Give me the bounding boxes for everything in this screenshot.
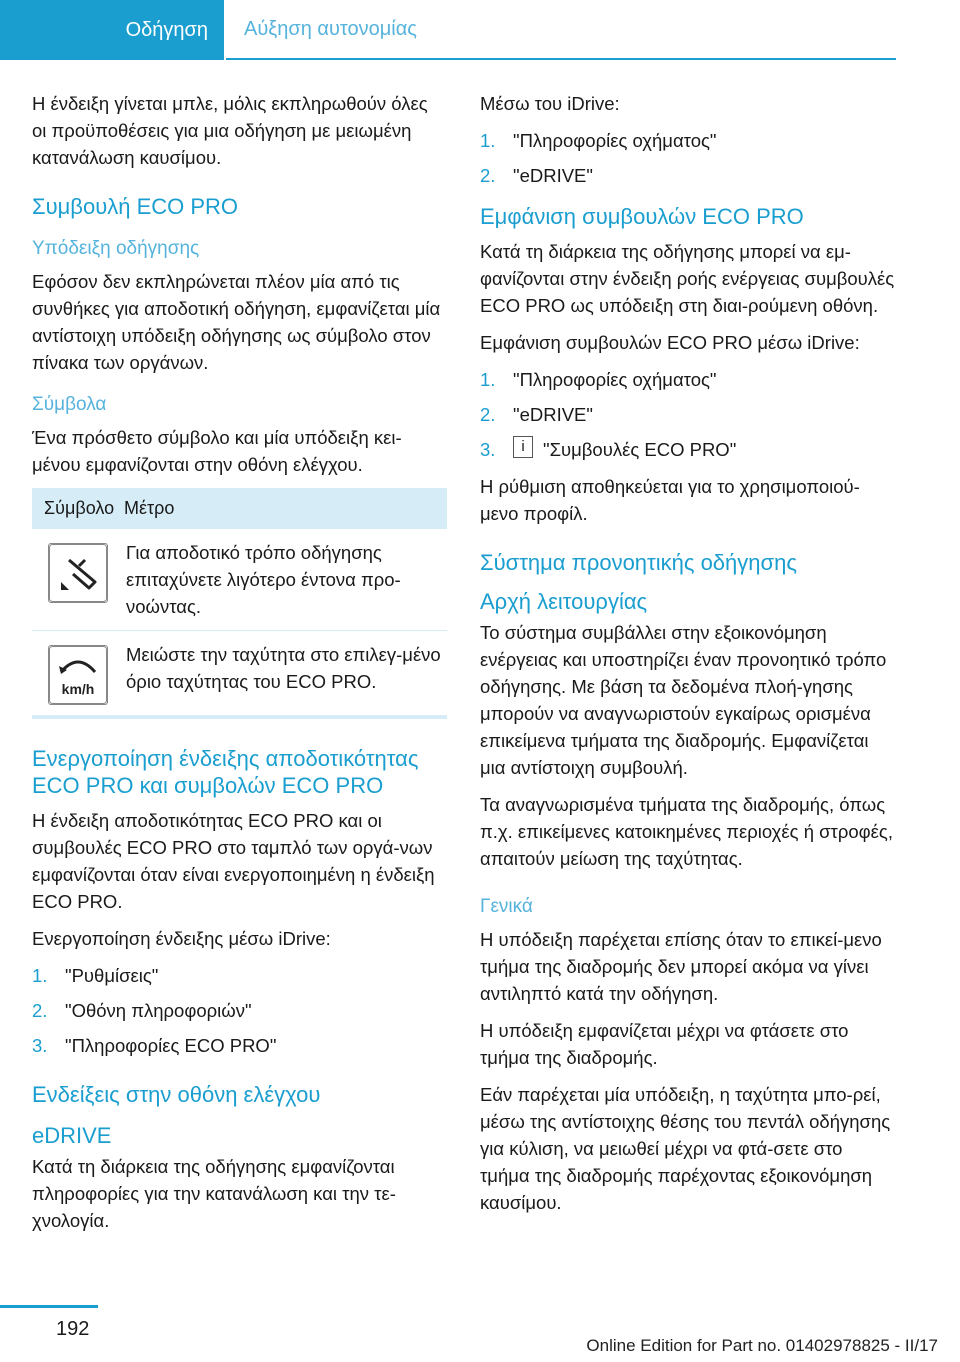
paragraph-activate-via: Ενεργοποίηση ένδειξης μέσω iDrive:: [32, 928, 331, 949]
table-row: [32, 528, 447, 630]
paragraph-via: Μέσω του iDrive:: [480, 93, 620, 114]
paragraph-edrive: Κατά τη διάρκεια της οδήγησης εμφανίζονται πληροφορίες για την κατανάλωση και την τε-χνολογία.: [32, 1156, 396, 1231]
list-item: 2. "Οθόνη πληροφοριών": [32, 1000, 252, 1021]
heading-principle: Αρχή λειτουργίας: [480, 589, 648, 614]
heading-general: Γενικά: [480, 896, 533, 917]
heading-control-display: Ενδείξεις στην οθόνη ελέγχου: [32, 1082, 321, 1107]
page-header: [0, 0, 960, 62]
paragraph-general-1: Η υπόδειξη παρέχεται επίσης όταν το επικεί-μενο τμήμα της διαδρομής δεν μπορεί ακόμα να γίνει αντιληπτό κατά την οδήγηση.: [480, 929, 882, 1004]
heading-proactive: Σύστημα προνοητικής οδήγησης: [480, 550, 797, 575]
section-tab-driving[interactable]: Οδήγηση: [0, 0, 224, 60]
heading-show-tips: Εμφάνιση συμβουλών ECO PRO: [480, 204, 804, 229]
paragraph-show-tips-via: Εμφάνιση συμβουλών ECO PRO μέσω iDrive:: [480, 332, 860, 353]
page-number: 192: [56, 1318, 90, 1340]
accelerator-pedal-icon: [48, 543, 108, 603]
svg-text:km/h: km/h: [61, 681, 95, 697]
heading-symbols: Σύμβολα: [32, 394, 107, 415]
heading-eco-tip: Συμβουλή ECO PRO: [32, 194, 239, 219]
paragraph-driving-hint: Εφόσον δεν εκπληρώνεται πλέον μία από τις συνθήκες για αποδοτική οδήγηση, εμφανίζεται μία αντίστοιχη υπόδειξη οδήγησης ως σύμβολο στον πίνακα των οργάνων.: [32, 271, 441, 373]
section-tab-range[interactable]: Αύξηση αυτονομίας: [226, 0, 896, 60]
right-column: [480, 90, 895, 1226]
list-via: [480, 127, 895, 189]
paragraph-general-3: Εάν παρέχεται μία υπόδειξη, η ταχύτητα μπο-ρεί, μέσω της αντίστοιχης θέσης του πεντάλ οδήγησης για κύλιση, να μειωθεί μέχρι να φτά-σετε στο τμήμα της διαδρομής παρέχοντας εξοικονόμηση καυσίμου.: [480, 1084, 891, 1213]
intro-paragraph: Η ένδειξη γίνεται μπλε, μόλις εκπληρωθούν όλες οι προϋποθέσεις για μια οδήγηση με μειωμένη κατανάλωση καυσίμου.: [32, 93, 428, 168]
info-icon: i: [513, 436, 533, 458]
paragraph-principle-1: Το σύστημα συμβάλλει στην εξοικονόμηση ενέργειας και υποστηρίζει έναν προνοητικό τρόπο οδήγησης. Με βάση τα δεδομένα πλοή-γησης μπορούν να αναγνωριστούν εγκαίρως ορισμένα επικείμενα τμήματα της διαδρομής. Εμφανίζεται μια αντίστοιχη συμβουλή.: [480, 622, 887, 778]
table-header: [32, 488, 447, 528]
heading-activate: Ενεργοποίηση ένδειξης αποδοτικότητας ECO PRO και συμβολών ECO PRO: [32, 746, 419, 798]
list-item: 2. "eDRIVE": [480, 404, 593, 425]
row-text: Για αποδοτικό τρόπο οδήγησης επιταχύνετε λιγότερο έντονα προ-νοώντας.: [126, 542, 401, 617]
paragraph-show-tips: Κατά τη διάρκεια της οδήγησης μπορεί να εμ-φανίζονται στην ένδειξη ροής ενέργειας συμβουλές ECO PRO ως υπόδειξη στη διαι-ρούμενη οθόνη.: [480, 241, 895, 316]
list-item: 1. "Ρυθμίσεις": [32, 965, 159, 986]
table-row: [32, 630, 447, 715]
left-column: [32, 90, 447, 1244]
header-measure: Μέτρο: [124, 497, 175, 518]
paragraph-principle-2: Τα αναγνωρισμένα τμήματα της διαδρομής, όπως π.χ. επικείμενες κατοικημένες περιοχές ή στροφές, απαιτούν μείωση της ταχύτητας.: [480, 794, 893, 869]
heading-driving-hint: Υπόδειξη οδήγησης: [32, 238, 200, 259]
heading-edrive: eDRIVE: [32, 1123, 112, 1148]
list-item: 3. i "Συμβουλές ECO PRO": [480, 438, 737, 460]
paragraph-activate: Η ένδειξη αποδοτικότητας ECO PRO και οι συμβουλές ECO PRO στο ταμπλό των οργά-νων εμφανίζονται όταν είναι ενεργοποιημένη η ένδειξη ECO PRO.: [32, 810, 435, 912]
edition-note: Online Edition for Part no. 01402978825 - II/17: [586, 1336, 938, 1355]
list-show-tips: [480, 366, 895, 463]
header-symbol: Σύμβολο: [44, 497, 115, 518]
symbols-table: [32, 488, 447, 719]
list-item: 3. "Πληροφορίες ECO PRO": [32, 1035, 277, 1056]
list-item: 1. "Πληροφορίες οχήματος": [480, 130, 717, 151]
list-item: 1. "Πληροφορίες οχήματος": [480, 369, 717, 390]
footer-rule: [0, 1305, 98, 1308]
list-item: 2. "eDRIVE": [480, 165, 593, 186]
paragraph-general-2: Η υπόδειξη εμφανίζεται μέχρι να φτάσετε στο τμήμα της διαδρομής.: [480, 1020, 849, 1068]
list-activate: [32, 962, 447, 1059]
paragraph-saved: Η ρύθμιση αποθηκεύεται για το χρησιμοποιού-μενο προφίλ.: [480, 476, 860, 524]
speedometer-kmh-icon: [48, 645, 108, 705]
row-text: Μειώστε την ταχύτητα στο επιλεγ-μένο όριο ταχύτητας του ECO PRO.: [126, 644, 441, 692]
paragraph-symbols: Ένα πρόσθετο σύμβολο και μία υπόδειξη κει-μένου εμφανίζονται στην οθόνη ελέγχου.: [32, 427, 402, 475]
